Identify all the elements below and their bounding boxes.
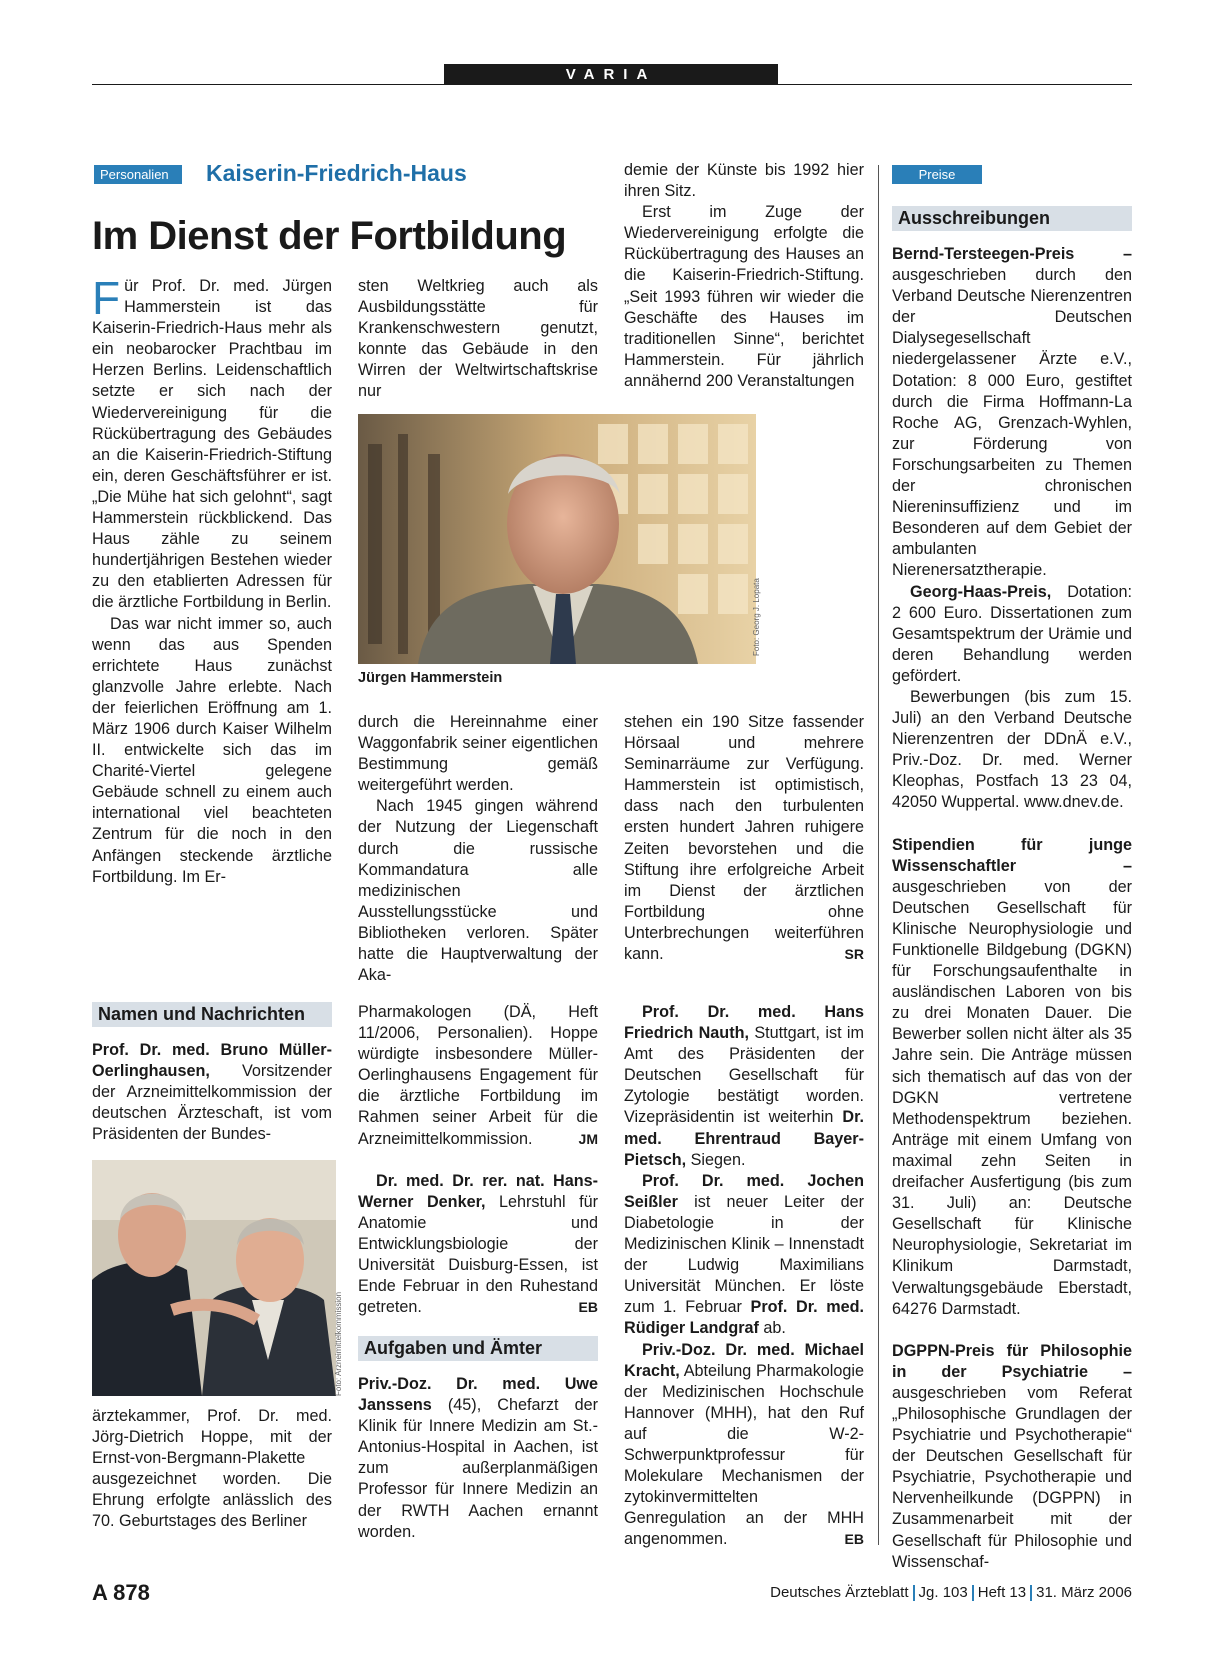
date: 31. März 2006 bbox=[1036, 1584, 1132, 1601]
namen-sig-eb: EB bbox=[578, 1299, 598, 1316]
article-col-2-bottom bbox=[358, 712, 598, 986]
article-col1-p2: Das war nicht immer so, auch wenn das aus Spenden errichtete Haus zunächst glanzvolle Jahre erlebte. Nach der feierlichen Eröffnung am 1. März 1906 durch Kaiser Wilhelm II. entwickelte sich das im Charité-Viertel gelegene Gebäude schnell zu einem auch international viel beachteten Zentrum für die noch in den Anfängen steckende ärztliche Fortbildung. Im Er- bbox=[92, 614, 332, 886]
article-col3-bottom-text: stehen ein 190 Sitze fassender Hörsaal und mehrere Seminarräume zur Verfügung. Hammerstein ist optimistisch, dass nach den turbulenten ersten hundert Jahren ruhigere Zeiten bevorstehen und die Stiftung ihre erfolgreiche Arbeit im Dienst der ärztlichen Fortbildung ohne Unterbrechungen weiterführen kann. bbox=[624, 713, 864, 964]
article-col-1 bbox=[92, 272, 332, 888]
column-rule bbox=[878, 165, 879, 1545]
article-col-2-top bbox=[358, 276, 598, 403]
namen-col2-p1: Pharmakologen (DÄ, Heft 11/2006, Personalien). Hoppe würdigte insbesondere Müller-Oerlinghausens Engagement für die ärztliche Fortbildung im Rahmen seiner Arbeit für die Arzneimittelkommission. bbox=[358, 1003, 598, 1148]
name-landgraf: Prof. Dr. med. Rüdiger Landgraf bbox=[624, 1298, 864, 1338]
heading-aufgaben-und-aemter: Aufgaben und Ämter bbox=[358, 1336, 598, 1361]
article-col3-p1: demie der Künste bis 1992 hier ihren Sitz. bbox=[624, 161, 864, 201]
preise-p3: Bewerbungen (bis zum 15. Juli) an den Verband Deutsche Nierenzentren der DDnÄ e.V., Priv.-Doz. Dr. med. Werner Kleophas, Postfach 13 23 04, 42050 Wuppertal. www.dnev.de. bbox=[892, 687, 1132, 812]
article-col2-bottom-p2: Nach 1945 gingen während der Nutzung der Liegenschaft durch die russische Kommandatura alle medizinischen Ausstellungsstücke und Bibliotheken verloren. Später hatte die Hauptverwaltung der Aka- bbox=[358, 797, 598, 985]
article-col1-p1: ür Prof. Dr. med. Jürgen Hammerstein ist das Kaiserin-Friedrich-Haus mehr als ein neobarocker Prachtbau im Herzen Berlins. Leidenschaftlich setzte er sich nach der Wiedervereinigung für die Rückübertragung des Gebäudes an die Kaiserin-Friedrich-Stiftung ein, deren Geschäftsführer er ist. „Die Mühe hat sich gelohnt“, sagt Hammerstein rückblickend. Das Haus zähle zu seinem hundertjährigen Bestehen wieder zu den etablierten Adressen für die ärztliche Fortbildung in Berlin. bbox=[92, 277, 332, 612]
aufgaben-col-2 bbox=[358, 1374, 598, 1543]
award-illustration bbox=[92, 1160, 336, 1396]
separator bbox=[1030, 1585, 1032, 1601]
aufgaben-p1-text: (45), Chefarzt der Klinik für Innere Medizin am St.-Antonius-Hospital in Aachen, ist zum außerplanmäßigen Professor für Innere Medizin an der RWTH Aachen ernannt worden. bbox=[358, 1396, 598, 1541]
portrait-illustration bbox=[358, 414, 756, 664]
name-haas-preis: Georg-Haas-Preis, bbox=[910, 582, 1052, 601]
dropcap: F bbox=[92, 272, 121, 324]
preise-p1-text: ausgeschrieben durch den Verband Deutsche Nierenzentren der Deutschen Dialysegesellschaft niedergelassener Ärzte e.V., Dotation: 8 000 Euro, gestiftet durch die Firma Hoffmann-La Roche AG, Grenzach-Wyhlen, zur Förderung von Forschungsarbeiten zu Themen der chronischen Niereninsuffizienz und im Besonderen auf dem Gebiet der ambulanten Nierenersatztherapie. bbox=[892, 266, 1132, 580]
aufgaben-p3-text-b: ab. bbox=[758, 1319, 786, 1338]
award-photo-credit: Foto: Arzneimittelkommission bbox=[334, 1291, 343, 1396]
article-headline: Im Dienst der Fortbildung bbox=[92, 214, 567, 258]
aufgaben-p2-text-a: Stuttgart, ist im Amt des Präsidenten der Deutschen Gesellschaft für Zytologie bestätigt worden. Vizepräsidentin ist weiterhin bbox=[624, 1024, 864, 1127]
article-kicker: Kaiserin-Friedrich-Haus bbox=[206, 160, 467, 186]
article-col-3-top bbox=[624, 160, 864, 392]
header-rule bbox=[92, 84, 1132, 85]
article-col-3-bottom bbox=[624, 712, 864, 965]
name-seissler: Prof. Dr. med. Jochen Seißler bbox=[624, 1171, 864, 1211]
namen-sig-jm: JM bbox=[578, 1130, 598, 1147]
preise-p5-text: ausgeschrieben vom Referat „Philosophische Grundlagen der Psychiatrie und Psychotherapie“ der Deutschen Gesellschaft für Psychiatrie, Psychotherapie und Nervenheilkunde (DGPPN) in Zusammenarbeit mit der Gesellschaft für Philosophie und Wissenschaf- bbox=[892, 1383, 1132, 1571]
aufgaben-p3-text-a: ist neuer Leiter der Diabetologie in der Medizinischen Klinik – Innenstadt der Ludwig Maximilians Universität München. Er löste zum 1. Februar bbox=[624, 1192, 864, 1317]
award-photo bbox=[92, 1160, 336, 1396]
article-col2-bottom-p1: durch die Hereinnahme einer Waggonfabrik seiner eigentlichen Bestimmung gemäß weitergeführt werden. bbox=[358, 713, 598, 795]
issue: Heft 13 bbox=[977, 1584, 1027, 1601]
portrait-photo bbox=[358, 414, 756, 664]
journal-name: Deutsches Ärzteblatt bbox=[770, 1584, 909, 1601]
section-header: VARIA bbox=[444, 64, 778, 85]
aufgaben-sig-eb: EB bbox=[844, 1531, 864, 1548]
name-denker: Dr. med. Dr. rer. nat. Hans-Werner Denker, bbox=[358, 1171, 598, 1211]
portrait-photo-credit: Foto: Georg J. Lopata bbox=[752, 578, 761, 656]
name-tersteegen-preis: Bernd-Tersteegen-Preis – bbox=[892, 245, 1132, 263]
publication-line bbox=[750, 1584, 1132, 1601]
heading-ausschreibungen: Ausschreibungen bbox=[892, 206, 1132, 231]
name-janssens: Priv.-Doz. Dr. med. Uwe Janssens bbox=[358, 1375, 598, 1415]
page-number: A 878 bbox=[92, 1580, 150, 1605]
tag-personalien: Personalien bbox=[94, 165, 182, 184]
article-col2-top-text: sten Weltkrieg auch als Ausbildungsstätte für Krankenschwestern genutzt, konnte das Gebäude in den Wirren der Weltwirtschaftskrise nur bbox=[358, 277, 598, 401]
volume: Jg. 103 bbox=[918, 1584, 968, 1601]
article-col3-p2: Erst im Zuge der Wiedervereinigung erfolgte die Rückübertragung des Hauses an die Kaiserin-Friedrich-Stiftung. „Seit 1993 führen wir wieder die Geschäfte des Hauses im traditionellen Sinne“, berichtet Hammerstein. Für jährlich annähernd 200 Veranstaltungen bbox=[624, 203, 864, 390]
name-dgppn-preis: DGPPN-Preis für Philosophie in der Psychiatrie – bbox=[892, 1341, 1132, 1381]
namen-p1-text: Vorsitzender der Arzneimittelkommission der deutschen Ärzteschaft, ist vom Präsidenten der Bundes- bbox=[92, 1062, 332, 1144]
namen-p1-cont: ärztekammer, Prof. Dr. med. Jörg-Dietrich Hoppe, mit der Ernst-von-Bergmann-Plakette ausgezeichnet worden. Die Ehrung erfolgte anlässlich des 70. Geburtstages des Berliner bbox=[92, 1407, 332, 1531]
separator bbox=[972, 1585, 974, 1601]
article-signature: SR bbox=[844, 946, 864, 963]
namen-col-2 bbox=[358, 1002, 598, 1318]
preise-p4-text: ausgeschrieben von der Deutschen Gesellschaft für Klinische Neurophysiologie und Funktionelle Bildgebung (DGKN) für Forschungsaufenthalte in ausländischen Laboren von bis zu drei Monaten Dauer. Die Bewerber sollen nicht älter als 35 Jahre sein. Die Anträge müssen sich thematisch auf das von der DGKN vertretene Methodenspektrum beziehen. Anträge mit einem Umfang von maximal zehn Seiten in dreifacher Ausfertigung (bis zum 31. Juli) an: Deutsche Gesellschaft für Klinische Neurophysiologie, Sekretariat im Klinikum Darmstadt, Verwaltungsgebäude Eberstadt, 64276 Darmstadt. bbox=[892, 877, 1132, 1318]
heading-namen-und-nachrichten: Namen und Nachrichten bbox=[92, 1002, 332, 1027]
preise-p2-text: Dotation: 2 600 Euro. Dissertationen zum Gesamtspektrum der Urämie und deren Behandlung werden gefördert. bbox=[892, 582, 1132, 685]
aufgaben-p2-text-b: Siegen. bbox=[686, 1150, 746, 1169]
name-stipendien: Stipendien für junge Wissenschaftler – bbox=[892, 835, 1132, 875]
portrait-caption: Jürgen Hammerstein bbox=[358, 670, 503, 686]
name-mueller-oerlinghausen: Prof. Dr. med. Bruno Müller-Oerlinghausen, bbox=[92, 1041, 332, 1081]
namen-p2-text: Lehrstuhl für Anatomie und Entwicklungsbiologie der Universität Duisburg-Essen, ist Ende Februar in den Ruhestand getreten. bbox=[358, 1192, 598, 1317]
tag-preise: Preise bbox=[892, 165, 982, 184]
name-bayer-pietsch: Dr. med. Ehrentraud Bayer-Pietsch, bbox=[624, 1108, 864, 1169]
name-nauth: Prof. Dr. med. Hans Friedrich Nauth, bbox=[624, 1003, 864, 1043]
namen-col-1-top bbox=[92, 1040, 332, 1145]
aufgaben-col-3 bbox=[624, 1002, 864, 1550]
aufgaben-p4-text: Abteilung Pharmakologie der Medizinischen Hochschule Hannover (MHH), hat den Ruf auf die W-2-Schwerpunktprofessur für Molekulare Mechanismen der zytokinvermittelten Genregulation an der MHH angenommen. bbox=[624, 1361, 864, 1549]
separator bbox=[913, 1585, 915, 1601]
namen-col-1-bottom bbox=[92, 1406, 332, 1533]
name-kracht: Priv.-Doz. Dr. med. Michael Kracht, bbox=[624, 1340, 864, 1380]
preise-col bbox=[892, 244, 1132, 1573]
